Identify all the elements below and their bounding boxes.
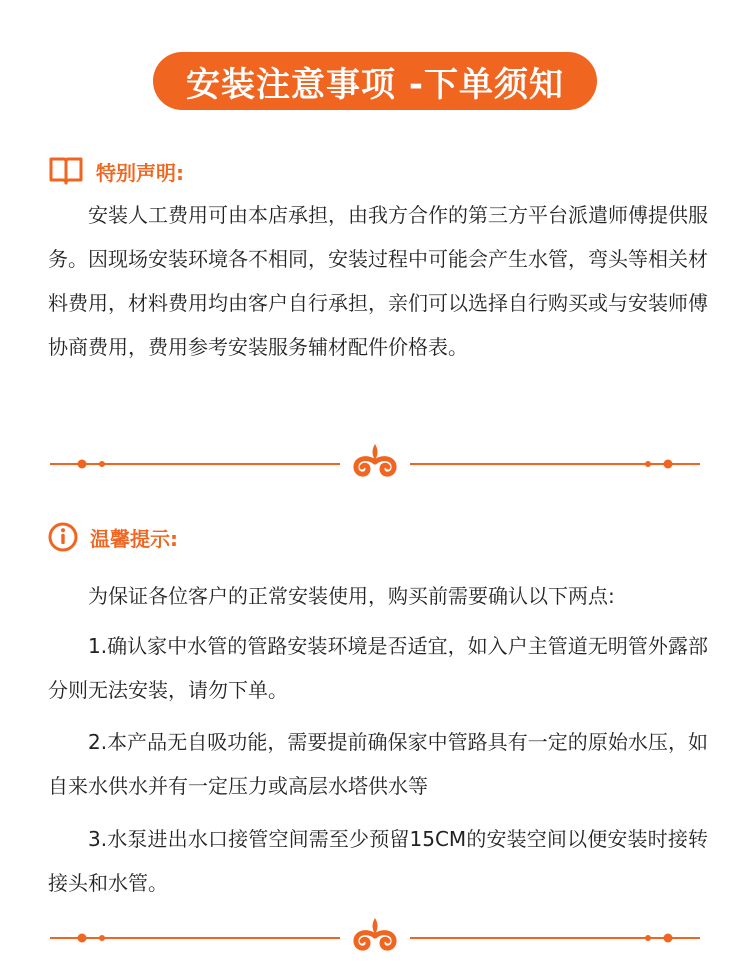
special-statement-body: 安装人工费用可由本店承担，由我方合作的第三方平台派遣师傅提供服务。因现场安装环境各不相同，安装过程中可能会产生水管，弯头等相关材料费用，材料费用均由客户自行承担，亲们可以选择自行购买或与安装师傅协商费用，费用参考安装服务辅材配件价格表。 (48, 203, 708, 359)
special-statement-heading: 特别声明: (96, 160, 184, 185)
warm-tips-heading: 温馨提示: (90, 526, 178, 551)
ornament-divider (50, 442, 700, 486)
book-icon (48, 156, 84, 186)
warm-tip-item-1: 1.确认家中水管的管路安装环境是否适宜，如入户主管道无明管外露部分则无法安装，请勿下单。 (48, 634, 708, 702)
warm-tip-item-3: 3.水泵进出水口接管空间需至少预留15CM的安装空间以便安装时接转接头和水管。 (48, 827, 708, 895)
warm-tip-item-2: 2.本产品无自吸功能，需要提前确保家中管路具有一定的原始水压，如自来水供水并有一定压力或高层水塔供水等 (48, 730, 708, 798)
warm-tips-intro: 为保证各位客户的正常安装使用，购买前需要确认以下两点: (88, 584, 615, 608)
warm-tips-header (48, 522, 178, 552)
special-statement-header (48, 156, 184, 186)
ornament-divider (50, 916, 700, 960)
info-icon (48, 522, 78, 552)
page-title: 安装注意事项 -下单须知 (153, 52, 597, 110)
